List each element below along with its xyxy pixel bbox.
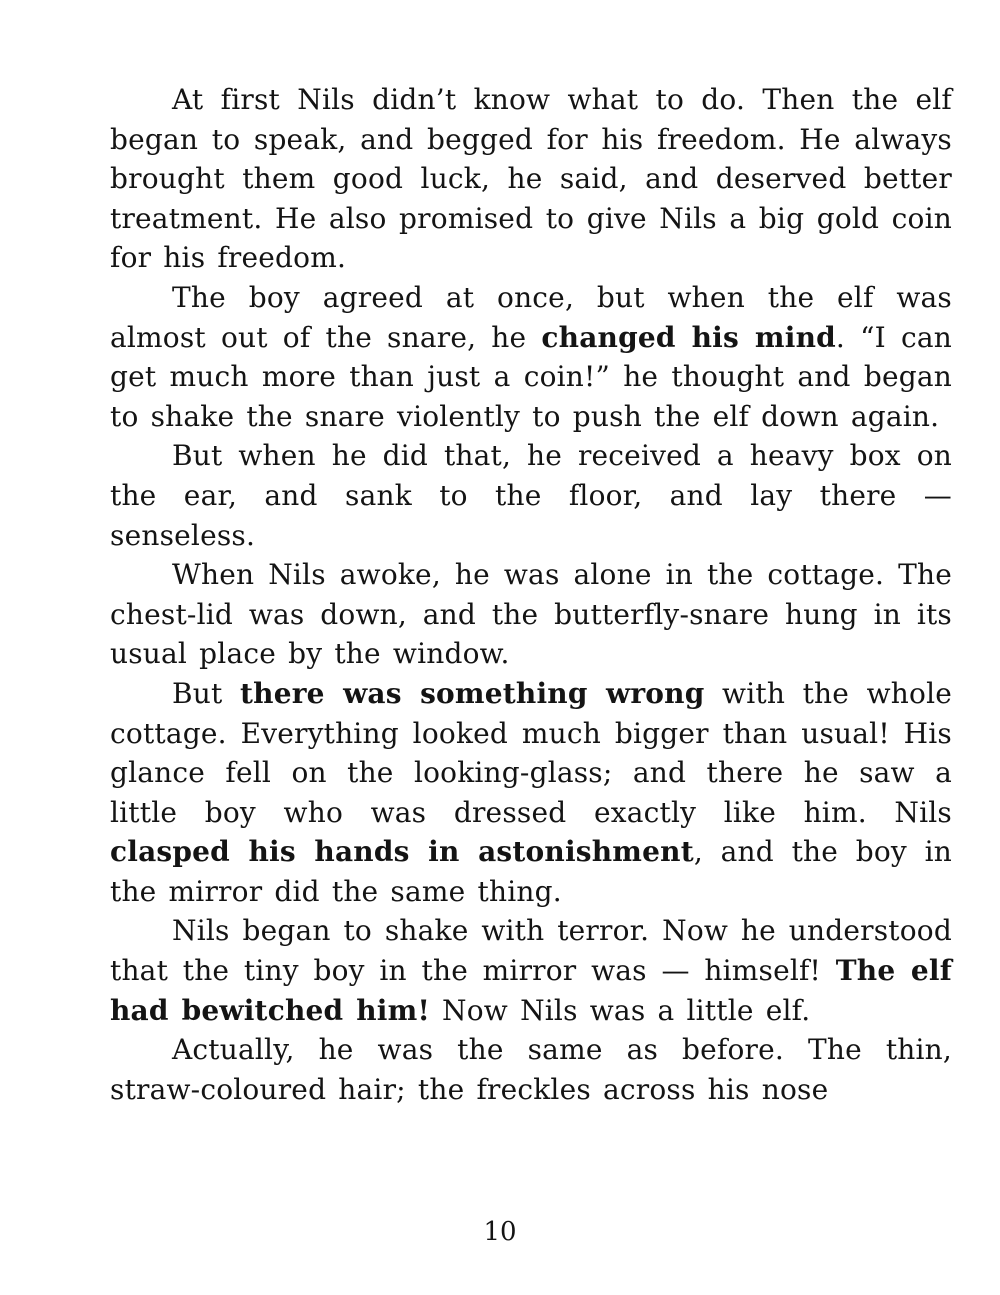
text-segment: The boy agreed at once, but when the elf was almost out of the snare, he xyxy=(110,280,952,354)
bold-phrase: there was something wrong xyxy=(240,676,705,710)
paragraph-6 xyxy=(110,911,952,1030)
page-number: 10 xyxy=(483,1217,517,1247)
text-segment: But xyxy=(172,676,241,710)
text-segment: At first Nils didn’t know what to do. Then the elf began to speak, and begged for his freedom. He always brought them good luck, he said, and deserved better treatment. He also promised to give Nils a big gold coin for his freedom. xyxy=(110,83,952,275)
text-segment: When Nils awoke, he was alone in the cottage. The chest-lid was down, and the butterfly-snare hung in its usual place by the window. xyxy=(110,558,952,671)
paragraph-3 xyxy=(110,436,952,555)
text-segment: But when he did that, he received a heavy box on the ear, and sank to the floor, and lay there — senseless. xyxy=(110,439,952,552)
body-text xyxy=(110,80,952,1109)
text-segment: , and the boy in the mirror did the same thing. xyxy=(110,835,952,908)
text-segment: Now Nils was a little elf. xyxy=(429,993,811,1027)
bold-phrase: The elf had bewitched him! xyxy=(110,954,952,1027)
paragraph-7 xyxy=(110,1030,952,1109)
paragraph-1 xyxy=(110,80,952,278)
bold-phrase: changed his mind xyxy=(541,320,836,354)
text-segment: . “I can get much more than just a coin!” he thought and began to shake the snare violently to push the elf down again. xyxy=(110,320,952,433)
text-segment: with the whole cottage. Everything looked much bigger than usual! His glance fell on the looking-glass; and there he saw a little boy who was dressed exactly like him. Nils xyxy=(110,676,952,829)
text-segment: Nils began to shake with terror. Now he understood that the tiny boy in the mirror was — himself! xyxy=(110,914,952,988)
paragraph-5 xyxy=(110,674,952,912)
paragraph-4 xyxy=(110,555,952,674)
bold-phrase: clasped his hands in astonishment xyxy=(110,835,694,869)
paragraph-2 xyxy=(110,278,952,436)
text-segment: Actually, he was the same as before. The thin, straw-coloured hair; the freckles across his nose xyxy=(110,1033,952,1106)
